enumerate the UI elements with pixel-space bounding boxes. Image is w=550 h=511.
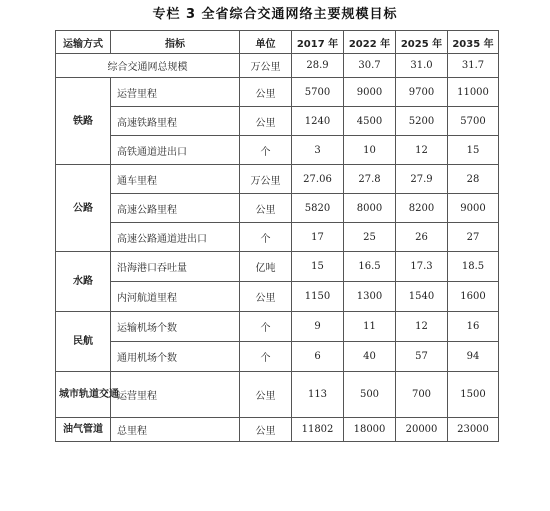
header-indicator: 指标	[111, 31, 240, 54]
mode-pipeline: 油气管道	[56, 418, 111, 442]
indicator-cell: 高速铁路里程	[111, 107, 240, 136]
unit-cell: 公里	[240, 418, 292, 442]
value-2022: 16.5	[344, 252, 396, 282]
value-2022: 11	[344, 312, 396, 342]
value-2017: 17	[292, 223, 344, 252]
unit-cell: 公里	[240, 107, 292, 136]
table-row	[56, 165, 499, 194]
value-2017: 5820	[292, 194, 344, 223]
unit-cell: 公里	[240, 78, 292, 107]
indicator-cell: 运营里程	[111, 78, 240, 107]
value-2017: 3	[292, 136, 344, 165]
unit-cell: 公里	[240, 282, 292, 312]
value-2025: 9700	[396, 78, 448, 107]
unit-cell: 个	[240, 312, 292, 342]
table-row	[56, 223, 499, 252]
table-row	[56, 194, 499, 223]
value-2022: 4500	[344, 107, 396, 136]
unit-cell: 个	[240, 136, 292, 165]
mode-railway: 铁路	[56, 78, 111, 165]
value-2025: 5200	[396, 107, 448, 136]
mode-urban-rail: 城市轨道交通	[56, 372, 111, 418]
header-2035: 2035 年	[448, 31, 499, 54]
indicator-cell: 总里程	[111, 418, 240, 442]
indicator-cell: 高速公路通道进出口	[111, 223, 240, 252]
table-row	[56, 372, 499, 418]
value-2017: 1150	[292, 282, 344, 312]
value-2022: 8000	[344, 194, 396, 223]
indicator-cell: 通车里程	[111, 165, 240, 194]
indicator-cell: 沿海港口吞吐量	[111, 252, 240, 282]
table-row	[56, 252, 499, 282]
targets-table	[55, 30, 499, 442]
header-2017: 2017 年	[292, 31, 344, 54]
table-row	[56, 418, 499, 442]
indicator-cell: 高速公路里程	[111, 194, 240, 223]
value-2025: 700	[396, 372, 448, 418]
table-row	[56, 282, 499, 312]
value-2025: 12	[396, 312, 448, 342]
value-2017: 11802	[292, 418, 344, 442]
total-2022: 30.7	[344, 54, 396, 78]
indicator-cell: 高铁通道进出口	[111, 136, 240, 165]
value-2035: 1600	[448, 282, 499, 312]
mode-highway: 公路	[56, 165, 111, 252]
value-2035: 5700	[448, 107, 499, 136]
total-label: 综合交通网总规模	[56, 54, 240, 78]
value-2022: 1300	[344, 282, 396, 312]
table-row	[56, 136, 499, 165]
mode-aviation: 民航	[56, 312, 111, 372]
table-title: 专栏 3 全省综合交通网络主要规模目标	[152, 7, 398, 22]
value-2022: 27.8	[344, 165, 396, 194]
indicator-cell: 运输机场个数	[111, 312, 240, 342]
total-2035: 31.7	[448, 54, 499, 78]
value-2022: 9000	[344, 78, 396, 107]
table-row	[56, 312, 499, 342]
header-unit: 单位	[240, 31, 292, 54]
value-2035: 94	[448, 342, 499, 372]
total-2025: 31.0	[396, 54, 448, 78]
value-2022: 500	[344, 372, 396, 418]
value-2035: 28	[448, 165, 499, 194]
unit-cell: 个	[240, 342, 292, 372]
value-2035: 27	[448, 223, 499, 252]
value-2017: 15	[292, 252, 344, 282]
value-2017: 113	[292, 372, 344, 418]
table-row	[56, 107, 499, 136]
unit-cell: 公里	[240, 194, 292, 223]
value-2022: 10	[344, 136, 396, 165]
header-mode: 运输方式	[56, 31, 111, 54]
unit-cell: 万公里	[240, 165, 292, 194]
unit-cell: 亿吨	[240, 252, 292, 282]
value-2022: 25	[344, 223, 396, 252]
value-2017: 5700	[292, 78, 344, 107]
value-2025: 20000	[396, 418, 448, 442]
value-2025: 57	[396, 342, 448, 372]
value-2035: 23000	[448, 418, 499, 442]
table-row-total	[56, 54, 499, 78]
indicator-cell: 运营里程	[111, 372, 240, 418]
value-2035: 16	[448, 312, 499, 342]
total-unit: 万公里	[240, 54, 292, 78]
value-2017: 9	[292, 312, 344, 342]
table-row	[56, 78, 499, 107]
value-2035: 18.5	[448, 252, 499, 282]
header-2025: 2025 年	[396, 31, 448, 54]
value-2035: 1500	[448, 372, 499, 418]
value-2025: 17.3	[396, 252, 448, 282]
value-2017: 27.06	[292, 165, 344, 194]
value-2035: 11000	[448, 78, 499, 107]
value-2025: 8200	[396, 194, 448, 223]
value-2017: 1240	[292, 107, 344, 136]
table-row	[56, 342, 499, 372]
unit-cell: 个	[240, 223, 292, 252]
table-header-row	[56, 31, 499, 54]
value-2017: 6	[292, 342, 344, 372]
value-2035: 15	[448, 136, 499, 165]
value-2022: 40	[344, 342, 396, 372]
value-2025: 1540	[396, 282, 448, 312]
value-2035: 9000	[448, 194, 499, 223]
mode-waterway: 水路	[56, 252, 111, 312]
value-2025: 26	[396, 223, 448, 252]
value-2025: 12	[396, 136, 448, 165]
indicator-cell: 内河航道里程	[111, 282, 240, 312]
indicator-cell: 通用机场个数	[111, 342, 240, 372]
total-2017: 28.9	[292, 54, 344, 78]
header-2022: 2022 年	[344, 31, 396, 54]
unit-cell: 公里	[240, 372, 292, 418]
value-2022: 18000	[344, 418, 396, 442]
value-2025: 27.9	[396, 165, 448, 194]
